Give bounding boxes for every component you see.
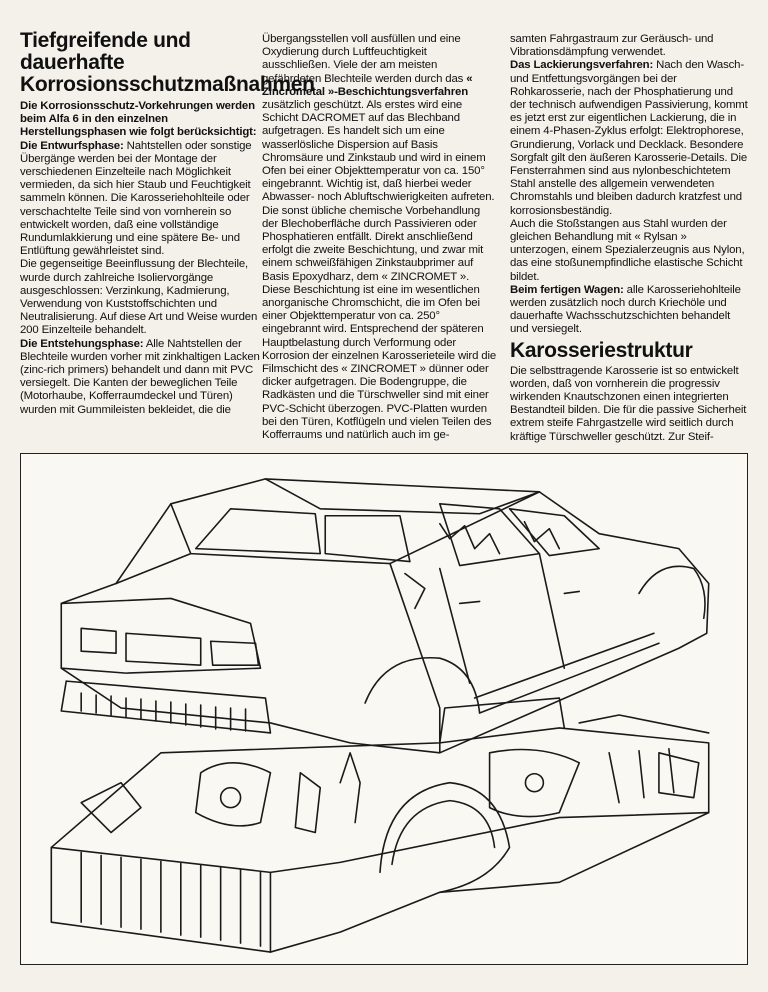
body-shell <box>61 479 708 753</box>
design-phase-label: Die Entwurfsphase: <box>20 139 124 152</box>
zincrometal-label: « Zincrometal »-Beschichtungsverfahren <box>262 72 473 98</box>
column-2 <box>262 33 498 442</box>
car-body-illustration <box>20 453 748 965</box>
zincrometal-paragraph <box>262 33 498 442</box>
finished-car-text: alle Karosseriehohlteile werden zusätzlich noch durch Kriechöle und dauerhafte Wachsschutzschichten behandelt und versiegelt. <box>510 283 741 336</box>
insulation-paragraph: Die gegenseitige Beeinflussung der Blechteile, wurde durch zahlreiche Isoliervorgänge ausgeschlossen: Verzinkung, Kadmierung, Verwendung von Kuststoffschichten und Neutralisierung. Auf diese Art und Weise wurden 200 Einzelteile behandelt. <box>20 258 258 337</box>
car-body-drawing <box>21 454 747 964</box>
continuation-paragraph: samten Fahrgastraum zur Geräusch- und Vibrationsdämpfung verwendet. <box>510 33 714 59</box>
col2-text-a: Übergangsstellen voll ausfüllen und eine Oxydierung durch Luftfeuchtigkeit ausschließen. Viele der am meisten gefährdeten Blechteile werden durch das <box>262 33 467 85</box>
bumper-paragraph: Auch die Stoßstangen aus Stahl wurden der gleichen Behandlung mit « Rylsan » unterzogen, einem Spezialerzeugnis aus Nylon, das eine stoßunempfindliche elastische Schicht bildet. <box>510 217 745 283</box>
painting-text: Nach den Wasch- und Entfettungsvorgängen bei der Rohkarosserie, nach der Phosphatierung und der technisch aufwendigen Passivierung, kommt es jetzt erst zur eigentlichen Lackierung, die in einem 4-Phasen-Zyklus erfolgt: Elektrophorese, Grundierung, Vorlack und Decklack. Besondere Sorgfalt gilt den äußeren Karosserie-Details. Die Fensterrahmen sind aus nylonbeschichtetem Stahl anstelle des allgemein verwendeten Chromstahls und bleiben dadurch kratzfest und korrosionsbeständig. <box>510 59 748 217</box>
painting-label: Das Lackierungsverfahren: <box>510 59 654 72</box>
column-3 <box>510 33 748 444</box>
section-heading: Karosseriestruktur <box>510 338 693 362</box>
production-phase-label: Die Entstehungsphase: <box>20 337 144 350</box>
finished-car-label: Beim fertigen Wagen: <box>510 283 624 296</box>
production-phase-text: Alle Nahtstellen der Blechteile wurden vorher mit zinkhaltigen Lacken (zinc-rich primers) behandelt und dann mit PVC versiegelt. Die Kanten der beweglichen Teile (Motorhaube, Kofferraumdeckel und Türen) wurden mit Gummileisten bekleidet, die die <box>20 337 260 416</box>
column-1 <box>20 29 315 417</box>
finished-car-paragraph <box>510 284 748 337</box>
design-phase-text: Nahtstellen oder sonstige Übergänge werden bei der Montage der verschiedenen Einzelteile nach Möglichkeit vermieden, da sich hier Staub und Feuchtigkeit sammeln können. Die Karosseriehohlteile oder verschachtelte Teile sind von vornherein so entwickelt worden, daß eine vollständige Rundumlakkierung und eine spätere Be- und Entlüftung gewährleistet sind. <box>20 139 252 258</box>
production-phase-paragraph <box>20 338 260 417</box>
painting-paragraph <box>510 59 748 217</box>
col2-text-b: zusätzlich geschützt. Als erstes wird eine Schicht DACROMET auf das Blechband aufgetragen. Es handelt sich um eine wasserlösliche Dispersion auf Basis Chromsäure und Zinkstaub und wird in einem Ofen bei einer Objekttemperatur von ca. 150° eingebrannt. Wichtig ist, daß hierbei weder Abwasser- noch Abluftschwierigkeiten aufreten. Die sonst übliche chemische Vorbehandlung der Blechoberfläche durch Passivieren oder Phosphatieren entfällt. Direkt anschließend erfolgt die zweite Beschichtung, und zwar mit einem schweißfähigen Zinkstaubprimer auf Basis Epoxydharz, dem « ZINCROMET ». Diese Beschichtung ist eine im wesentlichen anorganische Chromschicht, die im Ofen bei einer Objekttemperatur von ca. 250° eingebrannt wird. Entsprechend der späteren Hauptbelastung durch Verformung oder Korrosion der einzelnen Karosserieteile wird die Filmschicht des « ZINCROMET » dünner oder dicker aufgetragen. Die Bodengruppe, die Radkästen und die Türschweller sind mit einer PVC-Schicht überzogen. PVC-Platten wurden bei den Türen, Kotflügeln und vielen Teilen des Kofferraums und natürlich auch im ge- <box>262 99 497 442</box>
article-title: Tiefgreifende und dauerhafte Korrosionsschutzmaßnahmen <box>20 29 315 96</box>
intro-paragraph <box>20 100 260 140</box>
intro-text: Die Korrosionsschutz-Vorkehrungen werden beim Alfa 6 in den einzelnen Herstellungsphasen wie folgt berücksichtigt: <box>20 100 257 139</box>
structure-paragraph: Die selbsttragende Karosserie ist so entwickelt worden, daß von vornherein die progressiv wirkenden Knautschzonen einen integrierten Bestandteil bilden. Die für die passive Sicherheit extrem steife Fahrgastzelle wird seitlich durch kräftige Türschweller geschützt. Zur Steif- <box>510 364 747 443</box>
floor-pan <box>51 698 708 952</box>
design-phase-paragraph <box>20 140 260 259</box>
